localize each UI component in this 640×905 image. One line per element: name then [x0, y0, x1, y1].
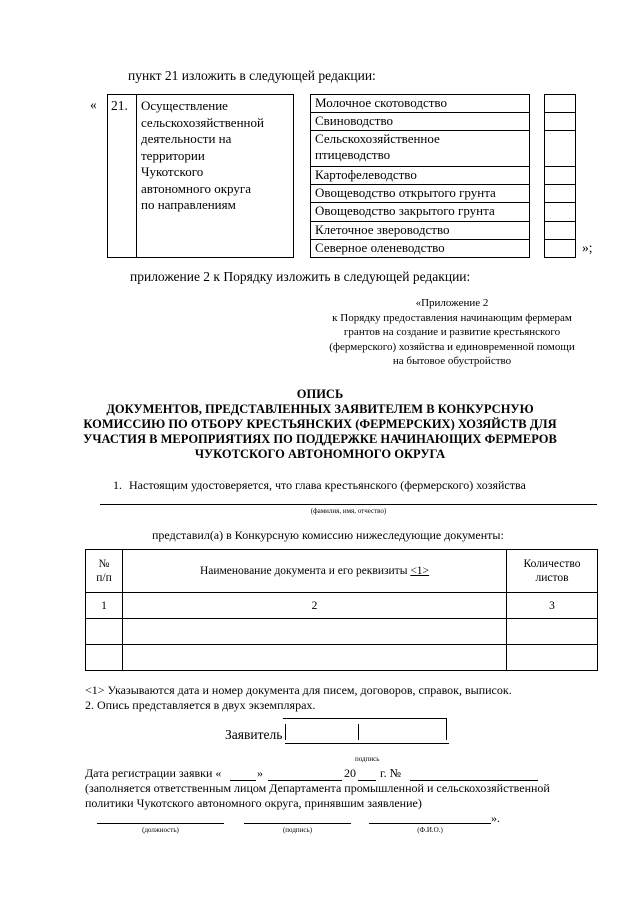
signature-field-mid	[358, 724, 359, 740]
header-sheets	[507, 550, 598, 593]
item-description-line: Осуществление	[141, 98, 228, 113]
direction-row	[310, 130, 530, 167]
signature-input-line[interactable]	[285, 743, 449, 744]
header-number	[86, 550, 123, 593]
appendix-header-line: «Приложение 2	[415, 297, 489, 309]
certify-number: 1.	[113, 478, 122, 492]
documents-table	[85, 549, 598, 671]
item-description-line: автономного округа	[141, 180, 251, 196]
title-line: ДОКУМЕНТОВ, ПРЕДСТАВЛЕННЫХ ЗАЯВИТЕЛЕМ В КОНКУРСНУЮ	[106, 402, 534, 416]
item-description-line: территории	[141, 147, 205, 163]
header-document-text: Наименование документа и его реквизиты	[199, 565, 408, 577]
direction-row	[310, 184, 530, 203]
submitted-text: представил(а) в Конкурсную комиссию нижеследующие документы:	[152, 528, 504, 542]
signature-input-line[interactable]	[244, 823, 351, 824]
item-description-line: сельскохозяйственной	[141, 114, 264, 130]
direction-row	[310, 221, 530, 240]
direction-row	[310, 166, 530, 185]
direction-row	[310, 112, 530, 131]
table-cell[interactable]	[507, 645, 598, 671]
direction-label: Северное оленеводство	[315, 240, 445, 255]
table-cell: 1	[86, 593, 123, 619]
direction-checkbox[interactable]	[544, 112, 576, 131]
title-line: ЧУКОТСКОГО АВТОНОМНОГО ОКРУГА	[194, 447, 446, 461]
direction-label: птицеводство	[315, 147, 391, 162]
item-description-cell	[136, 94, 294, 258]
table-cell[interactable]	[507, 619, 598, 645]
appendix-header-line: (фермерского) хозяйства и единовременной помощи	[329, 340, 575, 353]
table-header-row	[86, 550, 598, 593]
item-description-line: деятельности на	[141, 131, 232, 146]
signature-end: ».	[491, 811, 500, 825]
name-input-line[interactable]	[100, 504, 597, 505]
direction-checkbox[interactable]	[544, 221, 576, 240]
direction-label: Картофелеводство	[315, 167, 417, 182]
direction-label: Овощеводство открытого грунта	[315, 185, 496, 200]
position-input-line[interactable]	[97, 823, 224, 824]
table-cell: 2	[123, 593, 507, 619]
appendix-header-line: грантов на создание и развитие крестьянского	[343, 326, 561, 338]
registration-number-label: г. №	[380, 766, 402, 780]
table-row[interactable]	[86, 619, 598, 645]
direction-label: Сельскохозяйственное	[315, 131, 440, 146]
direction-label: Клеточное звероводство	[315, 222, 450, 237]
table-row[interactable]	[86, 645, 598, 671]
direction-row	[310, 202, 530, 222]
table-cell[interactable]	[86, 645, 123, 671]
applicant-label: Заявитель	[225, 727, 283, 742]
signature-box-right	[446, 718, 447, 740]
header-number-text: № п/п	[96, 558, 112, 584]
title-line: ОПИСЬ	[296, 387, 344, 401]
applicant-caption: подпись	[355, 755, 380, 763]
table-cell[interactable]	[123, 645, 507, 671]
table-row	[86, 593, 598, 619]
document-title	[60, 387, 580, 462]
appendix-intro: приложение 2 к Порядку изложить в следующей редакции:	[130, 269, 471, 284]
title-line: УЧАСТИЯ В МЕРОПРИЯТИЯХ ПО ПОДДЕРЖКЕ НАЧИНАЮЩИХ ФЕРМЕРОВ	[83, 432, 557, 446]
registration-note-line2: политики Чукотского автономного округа, принявшим заявление)	[85, 796, 422, 810]
title-line: КОМИССИЮ ПО ОТБОРУ КРЕСТЬЯНСКИХ (ФЕРМЕРСКИХ) ХОЗЯЙСТВ ДЛЯ	[83, 417, 557, 431]
full-name-caption: (Ф.И.О.)	[417, 826, 443, 834]
direction-checkbox[interactable]	[544, 184, 576, 203]
item-description-line: по направлениям	[141, 197, 236, 212]
direction-checkbox[interactable]	[544, 94, 576, 113]
item-description	[141, 98, 264, 214]
signature-box-top	[283, 718, 447, 719]
full-name-input-line[interactable]	[369, 823, 491, 824]
direction-label: Овощеводство закрытого грунта	[315, 203, 495, 218]
direction-label: Молочное скотоводство	[315, 95, 447, 110]
footnote-ref-link[interactable]: <1>	[410, 565, 430, 577]
certify-text: Настоящим удостоверяется, что глава крестьянского (фермерского) хозяйства	[129, 478, 526, 492]
table-cell: 3	[507, 593, 598, 619]
appendix-header-line: к Порядку предоставления начинающим фермерам	[332, 311, 572, 324]
table-cell[interactable]	[123, 619, 507, 645]
item-number: 21.	[111, 98, 128, 113]
name-caption: (фамилия, имя, отчество)	[310, 507, 387, 515]
note-footnote: <1> Указываются дата и номер документа для писем, договоров, справок, выписок.	[85, 683, 512, 697]
signature-caption: (подпись)	[282, 826, 313, 834]
item-description-line: Чукотского	[141, 164, 204, 179]
direction-checkbox[interactable]	[544, 130, 576, 167]
appendix-header	[298, 296, 606, 369]
quote-open: «	[90, 97, 97, 112]
direction-checkbox[interactable]	[544, 166, 576, 185]
registration-quote-close: »	[257, 766, 263, 780]
header-document	[123, 550, 507, 593]
direction-label: Свиноводство	[315, 113, 394, 128]
direction-row	[310, 239, 530, 258]
position-caption: (должность)	[142, 826, 179, 834]
table-cell[interactable]	[86, 619, 123, 645]
registration-prefix: Дата регистрации заявки «	[85, 766, 222, 780]
direction-row	[310, 94, 530, 113]
appendix-header-line: на бытовое обустройство	[392, 355, 512, 367]
direction-checkbox[interactable]	[544, 239, 576, 258]
registration-note-line1: (заполняется ответственным лицом Департамента промышленной и сельскохозяйственной	[85, 781, 550, 795]
quote-close: »;	[582, 240, 593, 255]
signature-field-left	[285, 724, 286, 740]
intro-text: пункт 21 изложить в следующей редакции:	[128, 68, 376, 83]
direction-checkbox[interactable]	[544, 202, 576, 222]
note-copies: 2. Опись представляется в двух экземплярах.	[85, 698, 316, 712]
registration-year-prefix: 20	[344, 766, 356, 780]
header-sheets-text: Количество листов	[523, 558, 581, 584]
item-number-cell	[107, 94, 137, 258]
